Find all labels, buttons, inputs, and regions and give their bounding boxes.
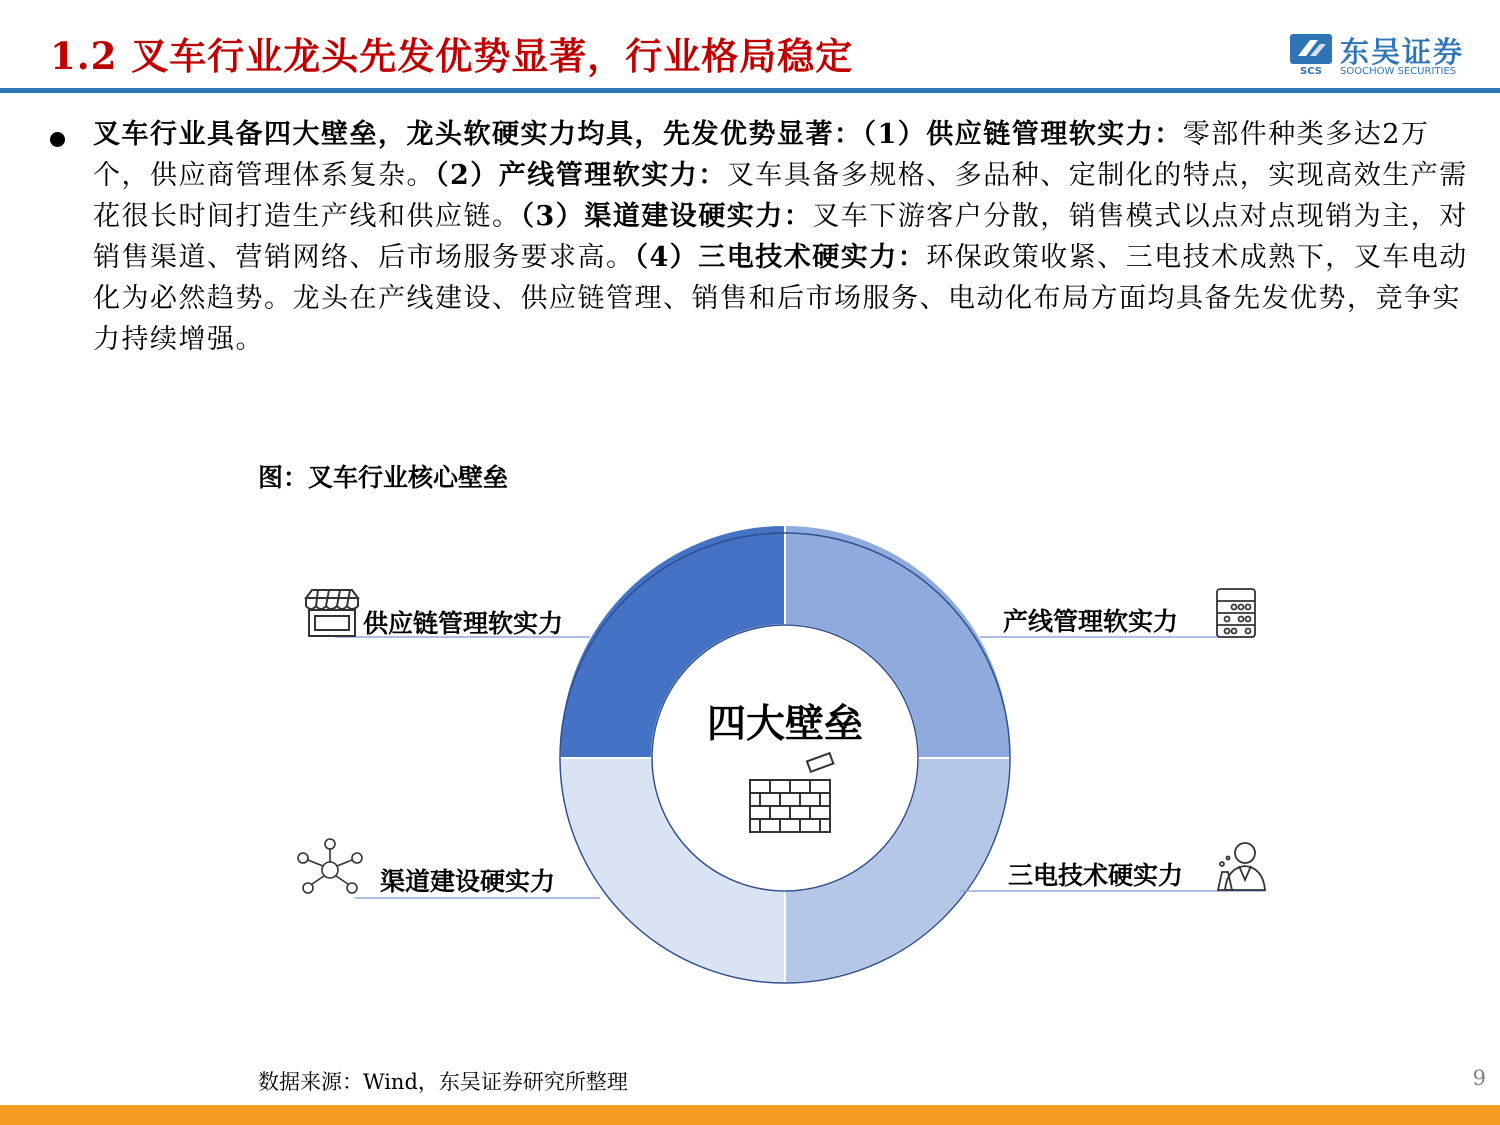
para-seg-3: 叉车具备多规格、多品种、定制化的特点，实现高效生产需花很长时间打造生产线和供应链。 [93, 160, 1468, 232]
label-channel: 渠道建设硬实力 [380, 867, 556, 896]
footer-bar [0, 1105, 1500, 1125]
data-source-note: 数据来源：Wind，东吴证券研究所整理 [258, 1070, 628, 1094]
storefront-icon [306, 590, 358, 636]
label-supply-chain: 供应链管理软实力 [363, 609, 564, 638]
para-seg-5: 叉车下游客户分散，销售模式以点对点现销为主，对销售渠道、营销网络、后市场服务要求高。 [93, 201, 1468, 273]
para-seg-4: （3）渠道建设硬实力： [520, 201, 813, 232]
svg-text:SCS: SCS [1300, 66, 1322, 76]
network-icon [298, 839, 362, 893]
para-seg-6: （4）三电技术硬实力： [634, 242, 927, 273]
label-production-line: 产线管理软实力 [1003, 607, 1179, 636]
label-electric-tech: 三电技术硬实力 [1008, 861, 1184, 890]
scientist-icon [1218, 843, 1265, 890]
para-seg-0: 叉车行业具备四大壁垒，龙头软硬实力均具，先发优势显著：（1）供应链管理软实力： [93, 119, 1183, 150]
abacus-icon [1217, 589, 1255, 637]
figure-title: 图：叉车行业核心壁垒 [258, 463, 509, 492]
diagram-center-label: 四大壁垒 [706, 702, 863, 747]
logo-cn-text: 东吴证券 [1340, 35, 1465, 69]
logo-en-text: SOOCHOW SECURITIES [1340, 66, 1457, 77]
page-title: 1.2 叉车行业龙头先发优势显著，行业格局稳定 [50, 34, 854, 78]
page-number: 9 [1472, 1066, 1486, 1090]
para-seg-2: （2）产线管理软实力： [435, 160, 727, 191]
para-seg-1: 零部件种类多达2万个，供应商管理体系复杂。 [93, 119, 1430, 191]
para-seg-7: 环保政策收紧、三电技术成熟下，叉车电动化为必然趋势。龙头在产线建设、供应链管理、销售和后市场服务、电动化布局方面均具备先发优势，竞争实力持续增强。 [93, 242, 1468, 355]
